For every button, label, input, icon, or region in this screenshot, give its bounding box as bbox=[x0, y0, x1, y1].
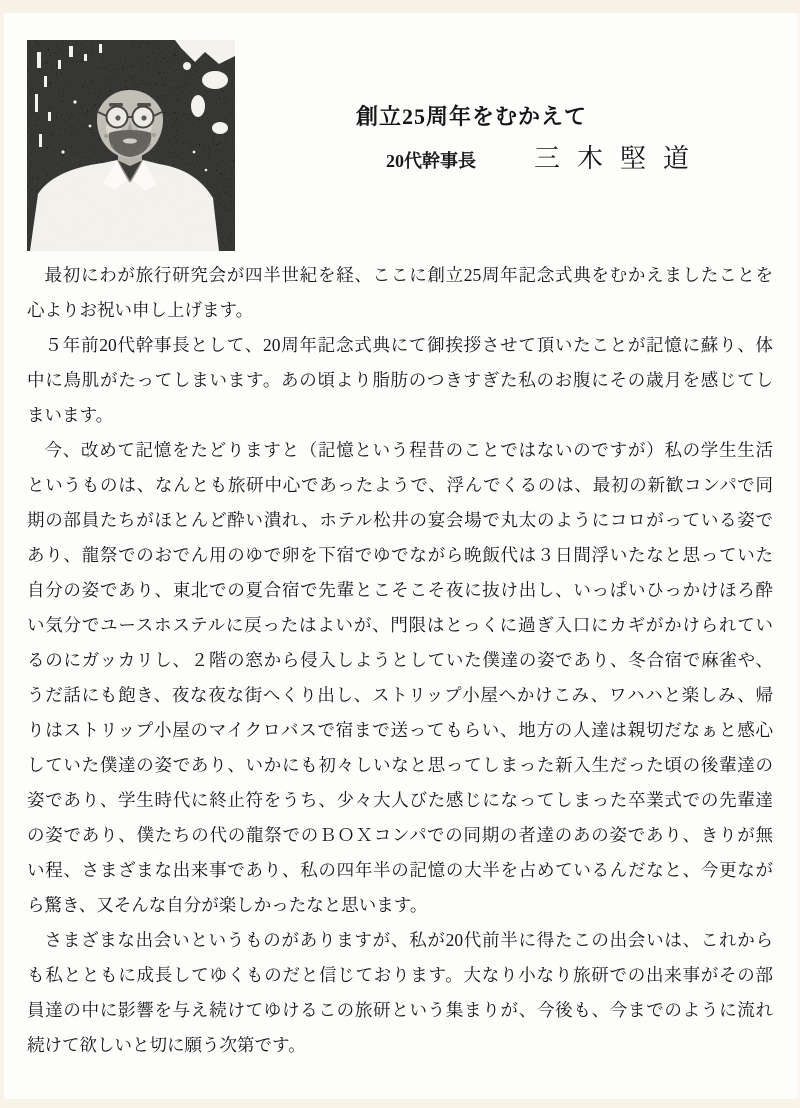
text-line: していた僕達の姿であり、いかにも初々しいなと思ってしまった新入生だった頃の後輩達の bbox=[27, 755, 773, 775]
text-line: 心よりお祝い申し上げます。 bbox=[27, 300, 254, 320]
text-line: 最初にわが旅行研究会が四半世紀を経、ここに創立25周年記念式典をむかえましたことを bbox=[44, 265, 773, 285]
text-line: 員達の中に影響を与え続けてゆけるこの旅研という集まりが、今後も、今までのように流れ bbox=[27, 1000, 773, 1020]
article-title: 創立25周年をむかえて bbox=[356, 104, 588, 129]
author-role: 20代幹事長 bbox=[386, 151, 476, 171]
text-line: 期の部員たちがほとんど酔い潰れ、ホテル松井の宴会場で丸太のようにコロがっている姿で bbox=[27, 510, 773, 530]
text-line: の姿であり、僕たちの代の龍祭でのＢＯＸコンパでの同期の者達のあの姿であり、きりが無 bbox=[27, 825, 773, 845]
paragraph-1 bbox=[27, 258, 773, 328]
text-line: 姿であり、学生時代に終止符をうち、少々大人びた感じになってしまった卒業式での先輩達 bbox=[27, 790, 773, 810]
paragraph-3 bbox=[27, 433, 773, 923]
author-name: 三木堅道 bbox=[534, 144, 707, 173]
scan-edge-bottom bbox=[0, 1099, 800, 1108]
text-line: も私とともに成長してゆくものだと信じております。大なり小なり旅研での出来事がその部 bbox=[27, 965, 773, 985]
text-line: というものは、なんとも旅研中心であったようで、浮んでくるのは、最初の新歓コンパで同 bbox=[27, 475, 773, 495]
text-line: 今、改めて記憶をたどりますと（記憶という程昔のことではないのですが）私の学生生活 bbox=[44, 440, 773, 460]
text-line: い程、さまざまな出来事であり、私の四年半の記憶の大半を占めているんだなと、今更なが bbox=[27, 860, 773, 880]
text-line: まいます。 bbox=[27, 405, 114, 425]
text-line: い気分でユースホステルに戻ったはよいが、門限はとっくに過ぎ入口にカギがかけられてい bbox=[27, 615, 773, 635]
paragraph-4 bbox=[27, 923, 773, 1063]
text-line: りはストリップ小屋のマイクロバスで宿まで送ってもらい、地方の人達は親切だなぁと感心 bbox=[27, 720, 773, 740]
text-line: ら驚き、又そんな自分が楽しかったなと思います。 bbox=[27, 895, 428, 915]
scan-edge-left bbox=[0, 13, 4, 1099]
article-body bbox=[27, 258, 773, 1063]
text-line: 自分の姿であり、東北での夏合宿で先輩とこそこそ夜に抜け出し、いっぱいひっかけほろ酔 bbox=[27, 580, 773, 600]
text-line: さまざまな出会いというものがありますが、私が20代前半に得たこの出会いは、これから bbox=[44, 930, 773, 950]
paragraph-2 bbox=[27, 328, 773, 433]
text-line: うだ話にも飽き、夜な夜な街へくり出し、ストリップ小屋へかけこみ、ワハハと楽しみ、帰 bbox=[27, 685, 773, 705]
text-line: ５年前20代幹事長として、20周年記念式典にて御挨拶させて頂いたことが記憶に蘇り、体 bbox=[44, 335, 773, 355]
text-line: 中に鳥肌がたってしまいます。あの頃より脂肪のつきすぎた私のお腹にその歳月を感じてし bbox=[27, 370, 773, 390]
scan-edge-top bbox=[0, 0, 800, 13]
portrait-photo bbox=[27, 40, 235, 251]
text-line: るのにガッカリし、２階の窓から侵入しようとしていた僕達の姿であり、冬合宿で麻雀や、 bbox=[27, 650, 773, 670]
text-line: 続けて欲しいと切に願う次第です。 bbox=[27, 1035, 306, 1055]
text-line: あり、龍祭でのおでん用のゆで卵を下宿でゆでながら晩飯代は３日間浮いたなと思っていた bbox=[27, 545, 773, 565]
